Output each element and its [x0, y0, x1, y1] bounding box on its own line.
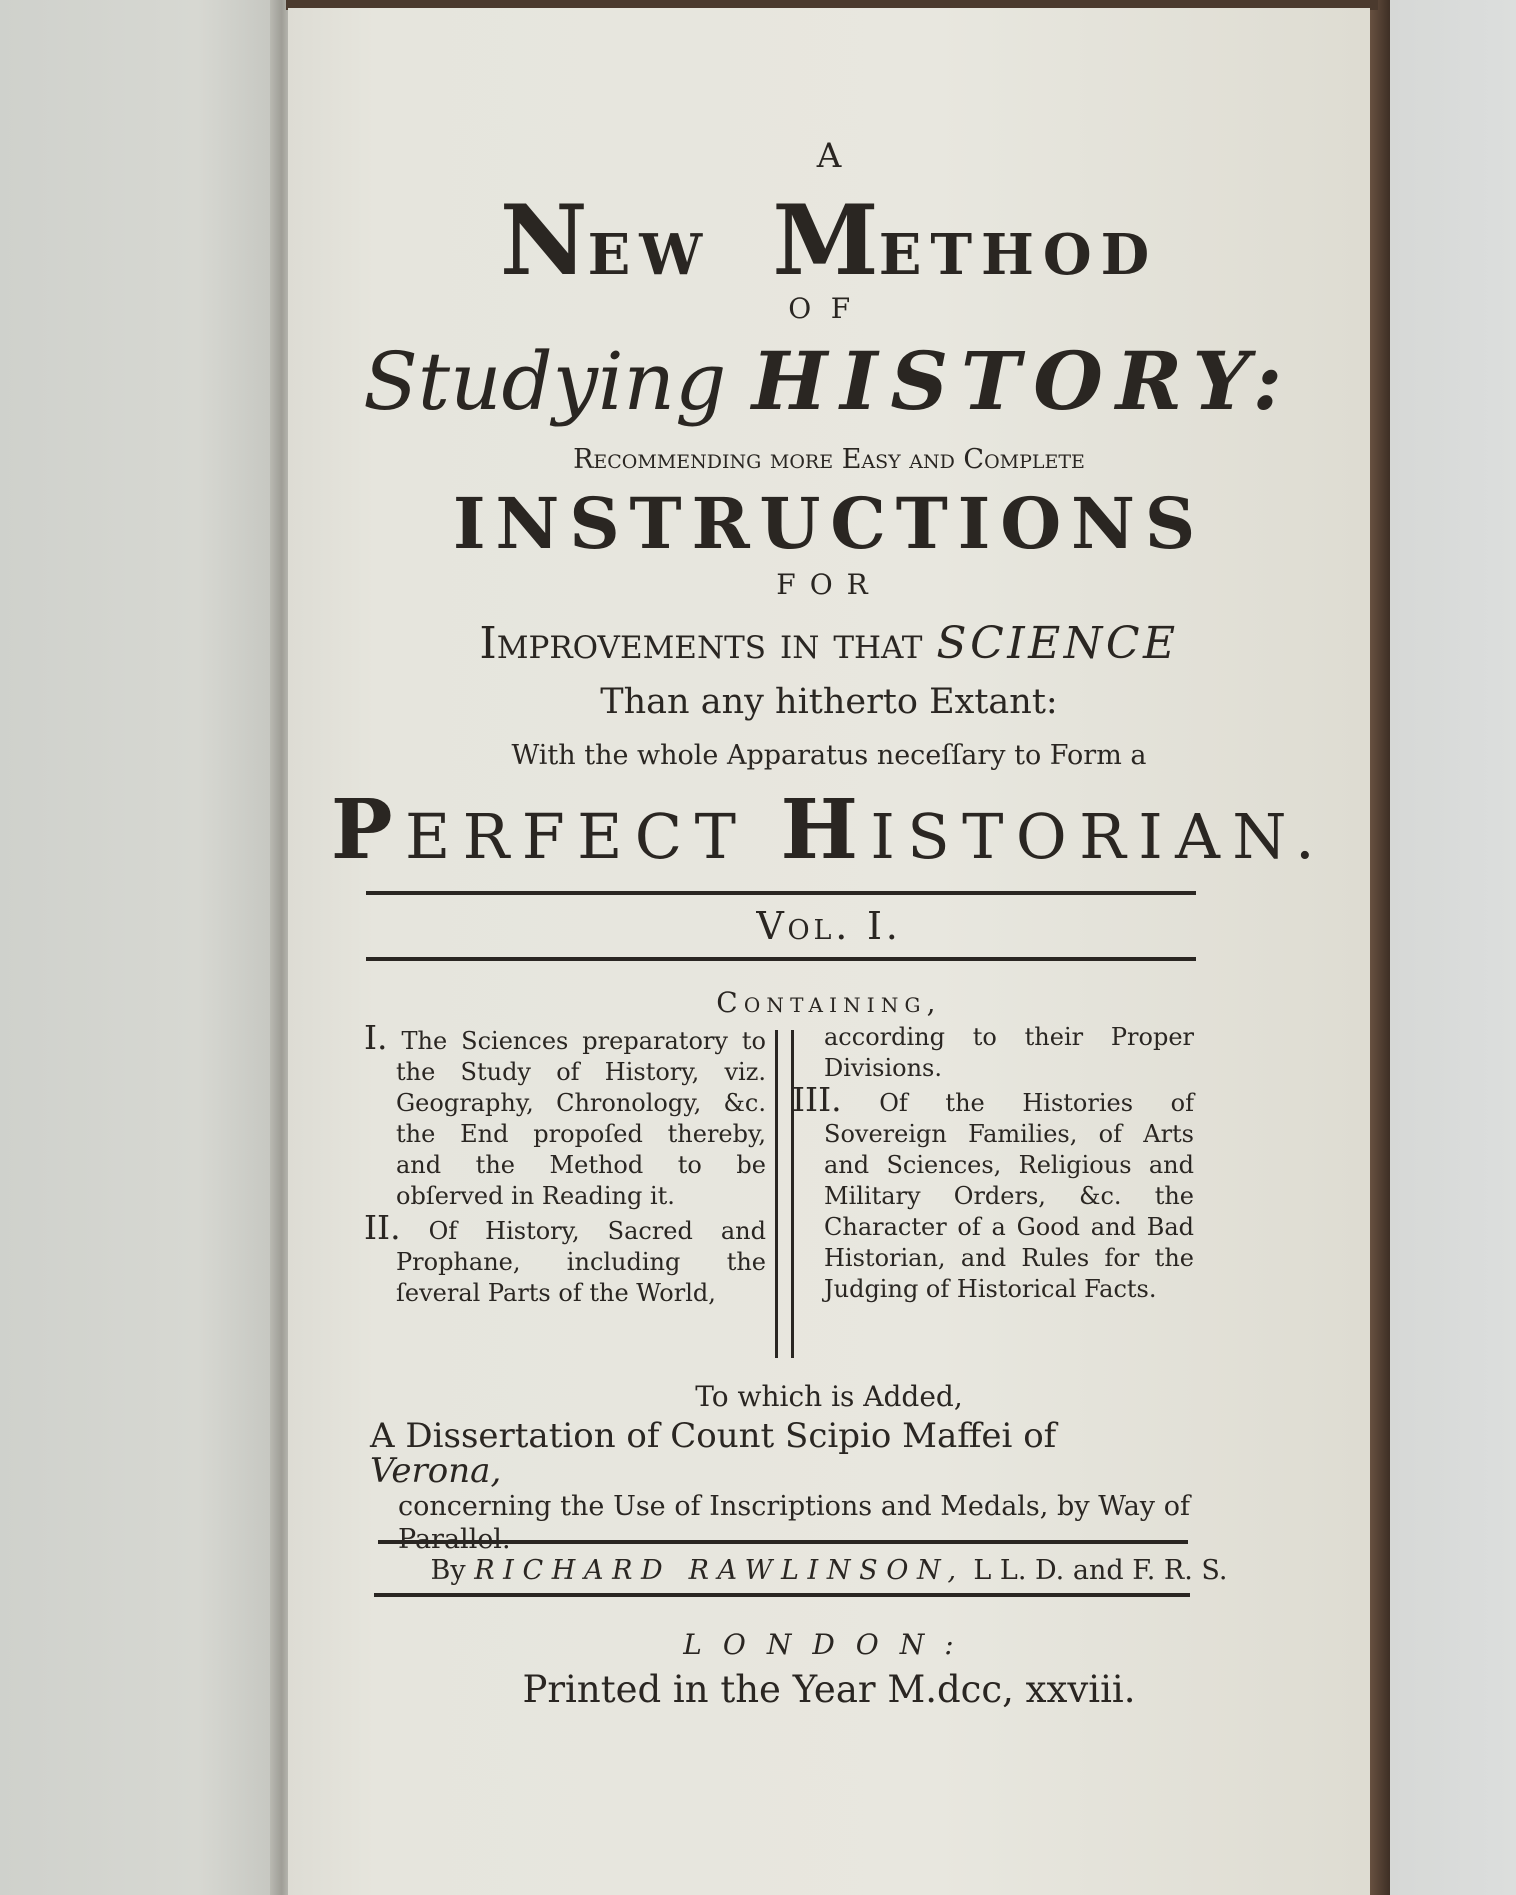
item-2-text: Of History, Sacred and Prophane, including the ſeveral Parts of the World,	[396, 1217, 766, 1307]
method-rest: ETHOD	[878, 222, 1159, 288]
to-which-added: To which is Added,	[695, 1380, 963, 1413]
volume-label: Vol. I.	[756, 904, 902, 948]
for-line: FOR	[776, 568, 882, 601]
than-line: Than any hitherto Extant:	[600, 682, 1058, 722]
rule-above-author	[378, 1540, 1188, 1544]
author-line	[288, 1555, 1370, 1586]
improvements-line	[288, 618, 1370, 669]
cover-edge	[1368, 0, 1390, 1895]
rule-above-volume	[366, 891, 1196, 895]
imprint-date: Printed in the Year M.dcc, xxviii.	[522, 1668, 1136, 1711]
title-studying-history	[288, 334, 1370, 428]
rule-below-author	[374, 1593, 1190, 1597]
recommending-line: Recommending more Easy and Complete	[573, 444, 1085, 475]
author-name: RICHARD RAWLINSON,	[474, 1555, 965, 1586]
author-degrees: L L. D. and F. R. S.	[973, 1555, 1228, 1586]
contents-item-1	[364, 1018, 766, 1212]
new-initial: N	[499, 184, 588, 297]
perfect-initial: P	[330, 782, 405, 878]
perfect-historian-line	[288, 782, 1370, 878]
rule-below-volume	[366, 957, 1196, 961]
method-initial: M	[772, 184, 879, 297]
studying-word: Studying	[363, 335, 727, 428]
historian-initial: H	[780, 782, 871, 878]
history-word: HISTORY:	[751, 334, 1295, 428]
title-of: OF	[788, 292, 870, 325]
verona-word: Verona,	[370, 1451, 502, 1491]
title-new-method	[288, 184, 1370, 297]
title-page	[288, 8, 1370, 1895]
contents-item-3	[792, 1080, 1194, 1305]
backdrop	[1385, 0, 1516, 1895]
contents-right-column	[792, 1022, 1194, 1305]
instructions-heading: INSTRUCTIONS	[452, 482, 1206, 565]
historian-rest: ISTORIAN.	[870, 800, 1328, 873]
containing-label: Containing,	[716, 986, 942, 1019]
imprint-place: LONDON:	[683, 1628, 975, 1661]
item-1-text: The Sciences preparatory to the Study of History, viz. Geography, Chronology, &c. the End propoſed thereby, and the Method to be obſerved in Reading it.	[396, 1027, 766, 1210]
dissertation-lead: A Dissertation of Count Scipio Maffei of	[370, 1416, 1057, 1456]
column-divider-left	[775, 1030, 778, 1358]
improvements-text: Improvements in that	[479, 618, 923, 669]
title-article: A	[816, 136, 842, 176]
item-3-text: Of the Histories of Sovereign Families, of Arts and Sciences, Religious and Military Orders, &c. the Character of a Good and Bad Historian, and Rules for the Judging of Historical Facts.	[824, 1089, 1194, 1303]
dissertation-rest: concerning the Use of Inscriptions and Medals, by Way of	[398, 1491, 1190, 1522]
science-word: SCIENCE	[936, 618, 1179, 669]
item-2-continuation: according to their Proper Divisions.	[824, 1023, 1194, 1082]
contents-left-column	[364, 1018, 766, 1309]
item-2-number: II.	[364, 1208, 401, 1247]
by-prefix: By	[430, 1555, 466, 1586]
left-facing-page	[0, 0, 282, 1895]
item-3-number: III.	[792, 1080, 842, 1119]
item-1-number: I.	[364, 1018, 388, 1057]
dissertation-paragraph	[370, 1416, 1190, 1556]
with-line: With the whole Apparatus neceſſary to Form a	[511, 740, 1147, 771]
perfect-rest: ERFECT	[404, 800, 749, 873]
contents-item-2	[364, 1208, 766, 1309]
new-rest: EW	[587, 222, 712, 288]
